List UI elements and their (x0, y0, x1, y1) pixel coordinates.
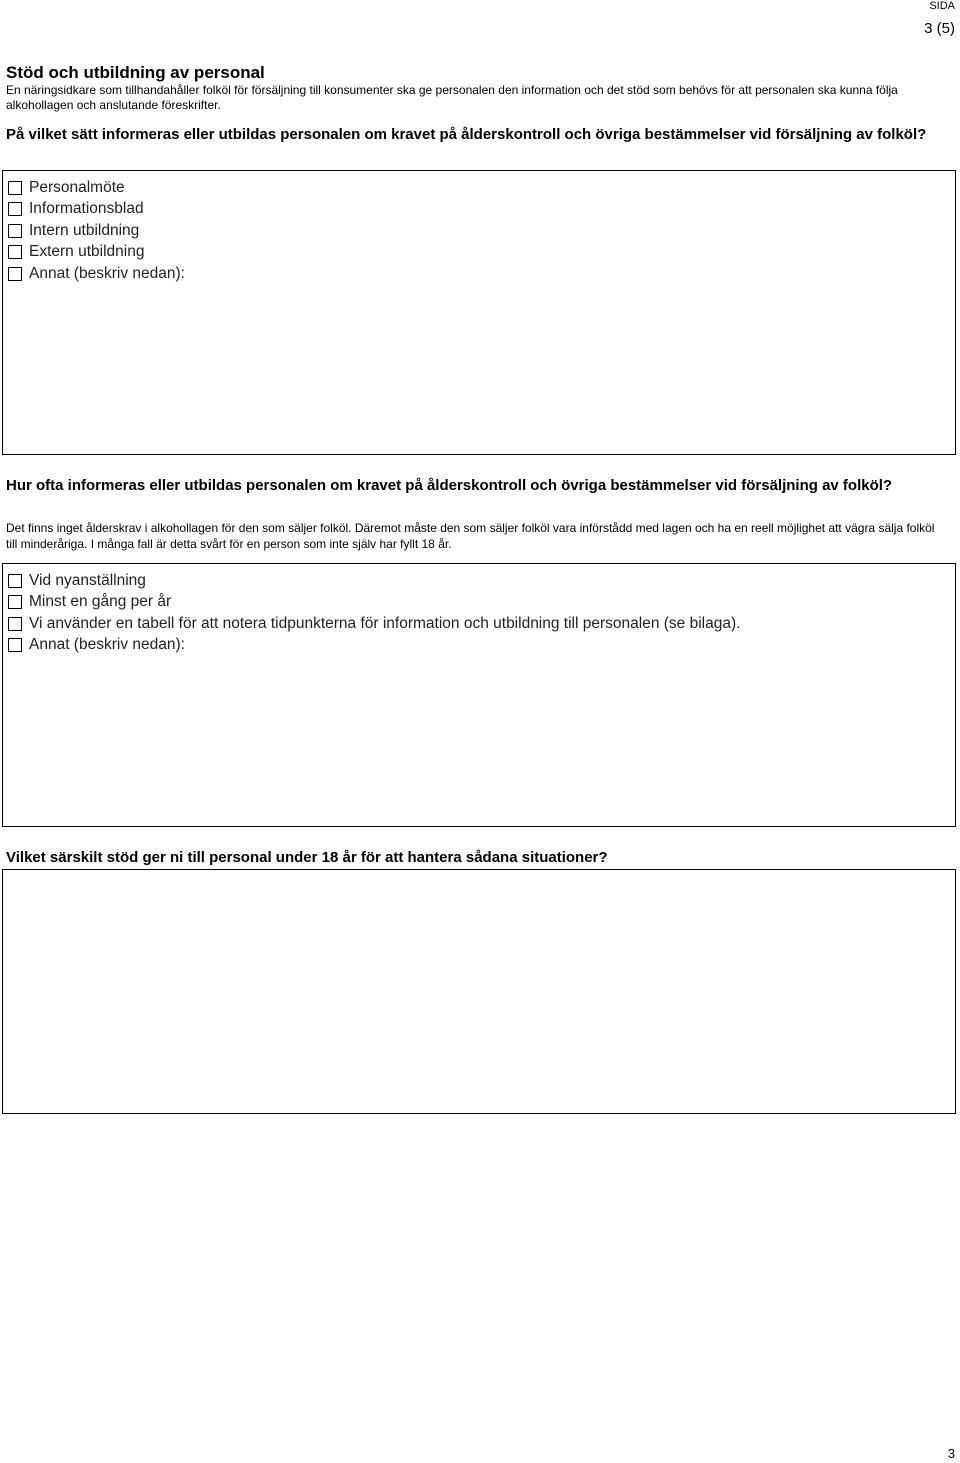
checkbox[interactable] (8, 574, 22, 588)
question-2-text: Hur ofta informeras eller utbildas personalen om kravet på ålderskontroll och övriga bestämmelser vid försäljning av folköl? (6, 477, 893, 494)
option-tabell[interactable] (8, 613, 955, 635)
option-label: Annat (beskriv nedan): (29, 264, 185, 282)
option-annat[interactable] (8, 635, 955, 657)
question-3-answer-box[interactable] (2, 869, 956, 1114)
option-minst-en-gang-per-ar[interactable] (8, 592, 955, 614)
option-extern-utbildning[interactable] (8, 242, 955, 264)
checkbox[interactable] (8, 224, 22, 238)
option-personalmote[interactable] (8, 177, 955, 199)
question-1-answer-box[interactable] (2, 170, 956, 455)
question-2-note: Det finns inget ålderskrav i alkohollagen för den som säljer folköl. Däremot måste den som säljer folköl vara införstådd med lagen och ha en reell möjlighet att vägra sälja folköl till minderåriga. I många fall är detta svårt för en person som inte själv har fyllt 18 år. (6, 521, 935, 551)
question-2-answer-box[interactable] (2, 563, 956, 827)
option-label: Personalmöte (29, 178, 125, 196)
checkbox[interactable] (8, 617, 22, 631)
section-title: Stöd och utbildning av personal (6, 63, 265, 82)
option-label: Extern utbildning (29, 243, 145, 261)
option-label: Vi använder en tabell för att notera tidpunkterna för information och utbildning till personalen (se bilaga). (29, 614, 741, 632)
option-intern-utbildning[interactable] (8, 220, 955, 242)
section-intro: En näringsidkare som tillhandahåller folköl för försäljning till konsumenter ska ge personalen den information och det stöd som behövs för att personalen ska kunna följa alkohollagen och anslutande föreskrifter. (6, 83, 898, 112)
question-3-text: Vilket särskilt stöd ger ni till personal under 18 år för att hantera sådana situationer? (6, 849, 608, 866)
page-of-total: 3 (5) (924, 20, 955, 37)
option-annat[interactable] (8, 263, 955, 285)
footer-page-number: 3 (947, 1446, 955, 1461)
option-vid-nyanstallning[interactable] (8, 570, 955, 592)
checkbox[interactable] (8, 267, 22, 281)
option-informationsblad[interactable] (8, 199, 955, 221)
option-label: Vid nyanställning (29, 571, 146, 589)
page-label: SIDA (929, 0, 955, 12)
checkbox[interactable] (8, 638, 22, 652)
option-label: Minst en gång per år (29, 593, 172, 611)
checkbox[interactable] (8, 595, 22, 609)
question-2-options (3, 564, 955, 656)
checkbox[interactable] (8, 202, 22, 216)
question-1-text: På vilket sätt informeras eller utbildas personalen om kravet på ålderskontroll och övriga bestämmelser vid försäljning av folköl? (6, 126, 927, 143)
option-label: Informationsblad (29, 200, 144, 218)
checkbox[interactable] (8, 245, 22, 259)
option-label: Annat (beskriv nedan): (29, 636, 185, 654)
option-label: Intern utbildning (29, 221, 140, 239)
question-1-options (3, 171, 955, 285)
checkbox[interactable] (8, 181, 22, 195)
